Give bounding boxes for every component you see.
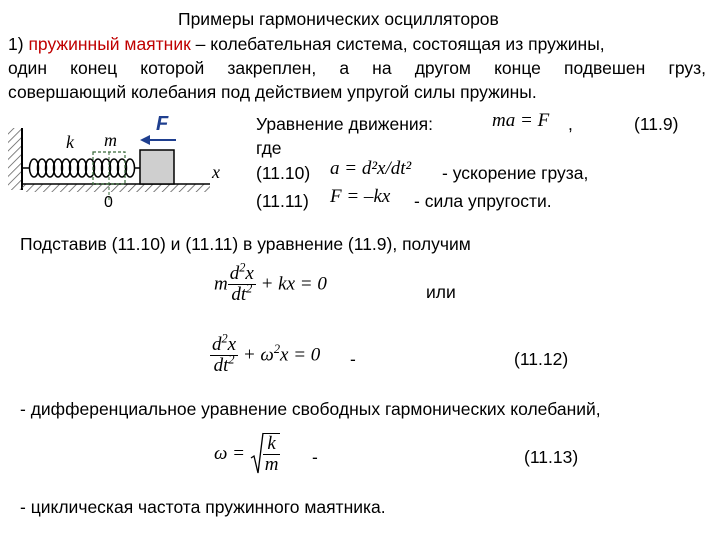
acc-lhs: a [330, 158, 340, 179]
intro-line-3: совершающий колебания под действием упругой силы пружины. [8, 82, 537, 102]
eq2-rest-a: + ω [238, 344, 274, 366]
eq1-m: m [214, 273, 228, 295]
eq3-fraction [263, 433, 281, 475]
eq2-den-sup: 2 [228, 352, 235, 367]
elastic-force-desc: - сила упругости. [414, 191, 552, 211]
where-label: где [256, 138, 282, 158]
eq1-num-d: d [229, 263, 240, 284]
x-axis-label: x [212, 162, 220, 182]
origin-label: 0 [104, 194, 113, 210]
acceleration-desc: - ускорение груза, [442, 163, 589, 183]
eom-rhs: F [537, 110, 550, 131]
force-label: F [156, 113, 169, 135]
substitution-text: Подставив (11.10) и (11.11) в уравнение (11.9), получим [20, 234, 471, 254]
eq2-num-sup: 2 [221, 331, 228, 346]
intro-term: пружинный маятник [28, 34, 191, 54]
acc-eq: = [339, 158, 362, 179]
acceleration-formula [330, 158, 411, 180]
ef-rhs: kx [373, 186, 391, 207]
eq3-num: k [263, 434, 281, 455]
eq2-rest-b: x = 0 [280, 344, 321, 366]
equation-3 [214, 432, 280, 476]
wall [8, 128, 22, 190]
equation-2 [210, 331, 321, 376]
intro-line-1 [8, 33, 708, 55]
eom-comma: , [568, 114, 573, 134]
eq1-den-dt: dt [231, 284, 247, 305]
spring-constant-label: k [66, 132, 74, 152]
eq2-number: (11.12) [514, 349, 569, 369]
mass-label: m [104, 130, 117, 150]
floor [22, 184, 210, 192]
eq2-fraction [210, 331, 238, 376]
eq2-dash: - [350, 349, 356, 369]
page-title: Примеры гармонических осцилляторов [178, 9, 499, 29]
equation-1 [214, 260, 327, 305]
intro-line1-rest: – колебательная система, состоящая из пружины, [190, 34, 605, 54]
intro-prefix: 1) [8, 34, 29, 54]
acc-rhs: d²x/dt² [361, 158, 412, 179]
ef-eq: = – [341, 186, 374, 207]
eq2-num-d: d [212, 334, 222, 355]
equation-of-motion-formula [492, 110, 549, 132]
eq2-rest-sup: 2 [273, 342, 281, 357]
elastic-force-number: (11.11) [256, 191, 309, 211]
intro-line-2: один конец которой закреплен, а на другом конце подвешен груз, [8, 58, 706, 78]
diff-eq-desc: - дифференциальное уравнение свободных гармонических колебаний, [20, 399, 601, 419]
equation-of-motion-label: Уравнение движения: [256, 114, 434, 134]
cyclic-desc: - циклическая частота пружинного маятника. [20, 497, 386, 517]
eom-lhs: ma [492, 110, 516, 131]
eq1-fraction [228, 260, 256, 305]
eq1-num-sup: 2 [239, 260, 246, 275]
eq1-num-x: x [245, 263, 254, 284]
spring-pendulum-diagram [8, 108, 233, 210]
eom-eq: = [515, 110, 538, 131]
elastic-force-formula [330, 186, 390, 208]
mass-block [140, 150, 174, 184]
eq3-den: m [264, 454, 279, 475]
acceleration-number: (11.10) [256, 163, 311, 183]
force-arrow [140, 135, 176, 145]
eq2-num-x: x [227, 334, 237, 355]
eom-number: (11.9) [634, 114, 679, 134]
eq3-dash: - [312, 447, 318, 467]
or-word: или [426, 282, 456, 302]
eq3-number: (11.13) [524, 447, 579, 467]
eq1-rest: + kx = 0 [255, 273, 327, 295]
spring [22, 159, 140, 177]
sqrt-sign [250, 432, 264, 476]
ef-lhs: F [330, 186, 342, 207]
eq2-den-dt: dt [213, 355, 229, 376]
eq1-den-sup: 2 [246, 281, 253, 296]
eq3-lhs: ω = [214, 443, 250, 464]
